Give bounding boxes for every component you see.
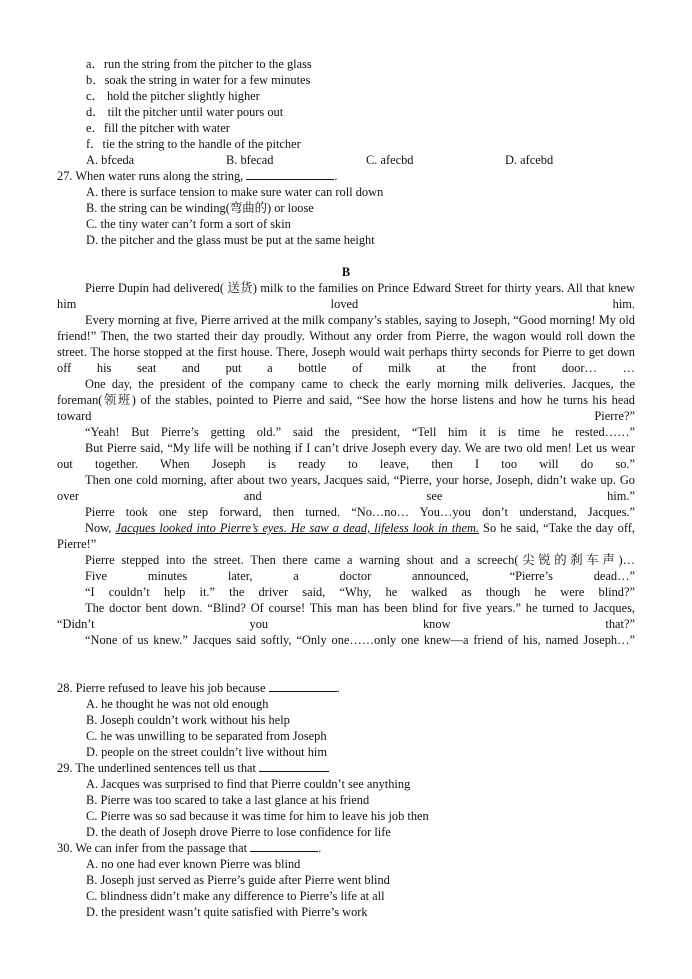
q26-step-d: d． tilt the pitcher until water pours out (86, 105, 284, 119)
q26-option-b: B. bfecad (226, 153, 274, 167)
section-title: B (341, 265, 351, 279)
paragraph-8-lead: Now, (85, 521, 116, 535)
q29-option-c: C. Pierre was so sad because it was time for him to leave his job then (86, 809, 429, 823)
q27-answer-blank (246, 168, 334, 180)
q28-stem-end: . (336, 681, 340, 695)
q26-step-a: a．run the string from the pitcher to the glass (86, 57, 312, 71)
passage-paragraph-4: “Yeah! But Pierre’s getting old.” said the president, “Tell him it is time he rested……” (85, 425, 635, 439)
q26-option-d: D. afcebd (505, 153, 554, 167)
q28-stem (57, 680, 340, 696)
paragraph-8-tail: So he said, “Take the day off, Pierre!” (57, 521, 635, 551)
passage-paragraph-11: “I couldn’t help it.” the driver said, “Why, he walked as though he were blind?” (85, 585, 635, 599)
passage-paragraph-2: Every morning at five, Pierre arrived at the milk company’s stables, saying to Joseph, “Good morning! My old friend!” Then, the two started their day proudly. Without any order from Pierre, the wagon would roll down the street. The horse stopped at the first house. There, Joseph would wait perhaps thirty seconds for Pierre to get down off his seat and put a bottle of milk at the front door… … (57, 313, 635, 375)
passage-paragraph-1: Pierre Dupin had delivered( 送货) milk to the families on Prince Edward Street for thirty years. All that knew him loved him. (57, 281, 635, 311)
q26-step-f: f．tie the string to the handle of the pitcher (86, 137, 301, 151)
underlined-sentences: Jacques looked into Pierre’s eyes. He saw a dead, lifeless look in them. (115, 521, 479, 535)
q26-option-a: A. bfceda (86, 153, 135, 167)
q27-stem (57, 168, 338, 184)
q28-option-d: D. people on the street couldn’t live without him (86, 745, 328, 759)
q27-option-b: B. the string can be winding(弯曲的) or loose (86, 201, 314, 215)
q26-step-e: e．fill the pitcher with water (86, 121, 230, 135)
q30-option-d: D. the president wasn’t quite satisfied with Pierre’s work (86, 905, 368, 919)
q27-option-d: D. the pitcher and the glass must be put at the same height (86, 233, 375, 247)
q30-answer-blank (250, 840, 318, 852)
passage-paragraph-7: Pierre took one step forward, then turned. “No…no… You…you don’t understand, Jacques.” (85, 505, 635, 519)
q30-stem (57, 840, 321, 856)
passage-paragraph-5: But Pierre said, “My life will be nothing if I can’t drive Joseph every day. We are two old men! Let us wear out together. When Joseph is ready to leave, then I too will do so.” (57, 441, 635, 471)
q29-stem (57, 760, 329, 776)
q29-stem-text: 29. The underlined sentences tell us that (57, 761, 257, 775)
passage-paragraph-13: “None of us knew.” Jacques said softly, “Only one……only one knew—a friend of his, named Joseph…” (85, 633, 635, 647)
q26-option-c: C. afecbd (366, 153, 414, 167)
q26-step-b: b．soak the string in water for a few minutes (86, 73, 311, 87)
q30-stem-end: . (318, 841, 322, 855)
q27-option-a: A. there is surface tension to make sure water can roll down (86, 185, 384, 199)
q30-stem-text: 30. We can infer from the passage that (57, 841, 248, 855)
q27-stem-end: . (334, 169, 338, 183)
q30-option-b: B. Joseph just served as Pierre’s guide after Pierre went blind (86, 873, 390, 887)
q30-option-c: C. blindness didn’t make any difference to Pierre’s life at all (86, 889, 385, 903)
q28-option-b: B. Joseph couldn’t work without his help (86, 713, 290, 727)
passage-paragraph-10: Five minutes later, a doctor announced, “Pierre’s dead…” (85, 569, 635, 583)
q30-option-a: A. no one had ever known Pierre was blind (86, 857, 301, 871)
q27-option-c: C. the tiny water can’t form a sort of skin (86, 217, 291, 231)
q28-option-c: C. he was unwilling to be separated from Joseph (86, 729, 327, 743)
passage-paragraph-6: Then one cold morning, after about two years, Jacques said, “Pierre, your horse, Joseph, didn’t wake up. Go over and see him.” (57, 473, 635, 503)
q29-option-a: A. Jacques was surprised to find that Pierre couldn’t see anything (86, 777, 411, 791)
q29-option-d: D. the death of Joseph drove Pierre to lose confidence for life (86, 825, 391, 839)
passage-paragraph-9: Pierre stepped into the street. Then there came a warning shout and a screech(尖锐的刹车声)… (85, 553, 635, 567)
passage-paragraph-3: One day, the president of the company came to check the early morning milk deliveries. Jacques, the foreman(领班) of the stables, pointed to Pierre and said, “See how the horse listens and how he turns his head toward Pierre?” (57, 377, 635, 423)
q28-option-a: A. he thought he was not old enough (86, 697, 269, 711)
q27-stem-text: 27. When water runs along the string, (57, 169, 244, 183)
q29-option-b: B. Pierre was too scared to take a last glance at his friend (86, 793, 370, 807)
q28-answer-blank (269, 680, 337, 692)
q26-step-c: c． hold the pitcher slightly higher (86, 89, 260, 103)
passage-paragraph-12: The doctor bent down. “Blind? Of course! This man has been blind for five years.” he turned to Jacques, “Didn’t you know that?” (57, 601, 635, 631)
q29-answer-blank (259, 760, 329, 772)
q28-stem-text: 28. Pierre refused to leave his job because (57, 681, 266, 695)
